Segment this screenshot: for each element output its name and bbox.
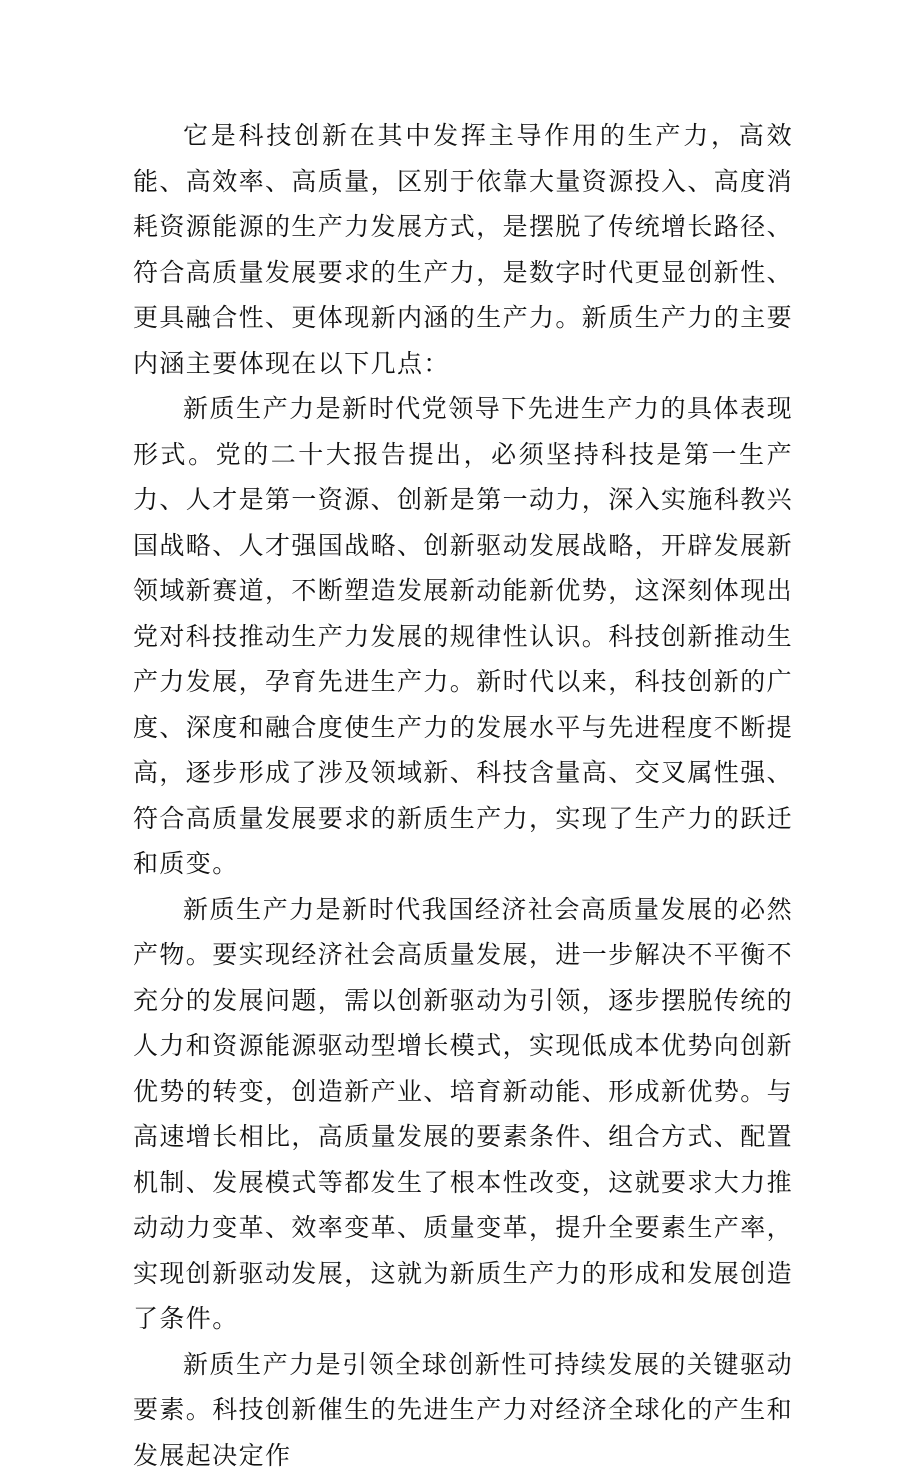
paragraph-4: 新质生产力是引领全球创新性可持续发展的关键驱动要素。科技创新催生的先进生产力对经济全球化的产生和发展起决定作 <box>133 1342 793 1478</box>
document-body <box>133 113 793 1478</box>
paragraph-2: 新质生产力是新时代党领导下先进生产力的具体表现形式。党的二十大报告提出，必须坚持科技是第一生产力、人才是第一资源、创新是第一动力，深入实施科教兴国战略、人才强国战略、创新驱动发展战略，开辟发展新领域新赛道，不断塑造发展新动能新优势，这深刻体现出党对科技推动生产力发展的规律性认识。科技创新推动生产力发展，孕育先进生产力。新时代以来，科技创新的广度、深度和融合度使生产力的发展水平与先进程度不断提高，逐步形成了涉及领域新、科技含量高、交叉属性强、符合高质量发展要求的新质生产力，实现了生产力的跃迁和质变。 <box>133 386 793 887</box>
paragraph-1: 它是科技创新在其中发挥主导作用的生产力，高效能、高效率、高质量，区别于依靠大量资源投入、高度消耗资源能源的生产力发展方式，是摆脱了传统增长路径、符合高质量发展要求的生产力，是数字时代更显创新性、更具融合性、更体现新内涵的生产力。新质生产力的主要内涵主要体现在以下几点： <box>133 113 793 386</box>
paragraph-3: 新质生产力是新时代我国经济社会高质量发展的必然产物。要实现经济社会高质量发展，进一步解决不平衡不充分的发展问题，需以创新驱动为引领，逐步摆脱传统的人力和资源能源驱动型增长模式，实现低成本优势向创新优势的转变，创造新产业、培育新动能、形成新优势。与高速增长相比，高质量发展的要素条件、组合方式、配置机制、发展模式等都发生了根本性改变，这就要求大力推动动力变革、效率变革、质量变革，提升全要素生产率，实现创新驱动发展，这就为新质生产力的形成和发展创造了条件。 <box>133 887 793 1342</box>
